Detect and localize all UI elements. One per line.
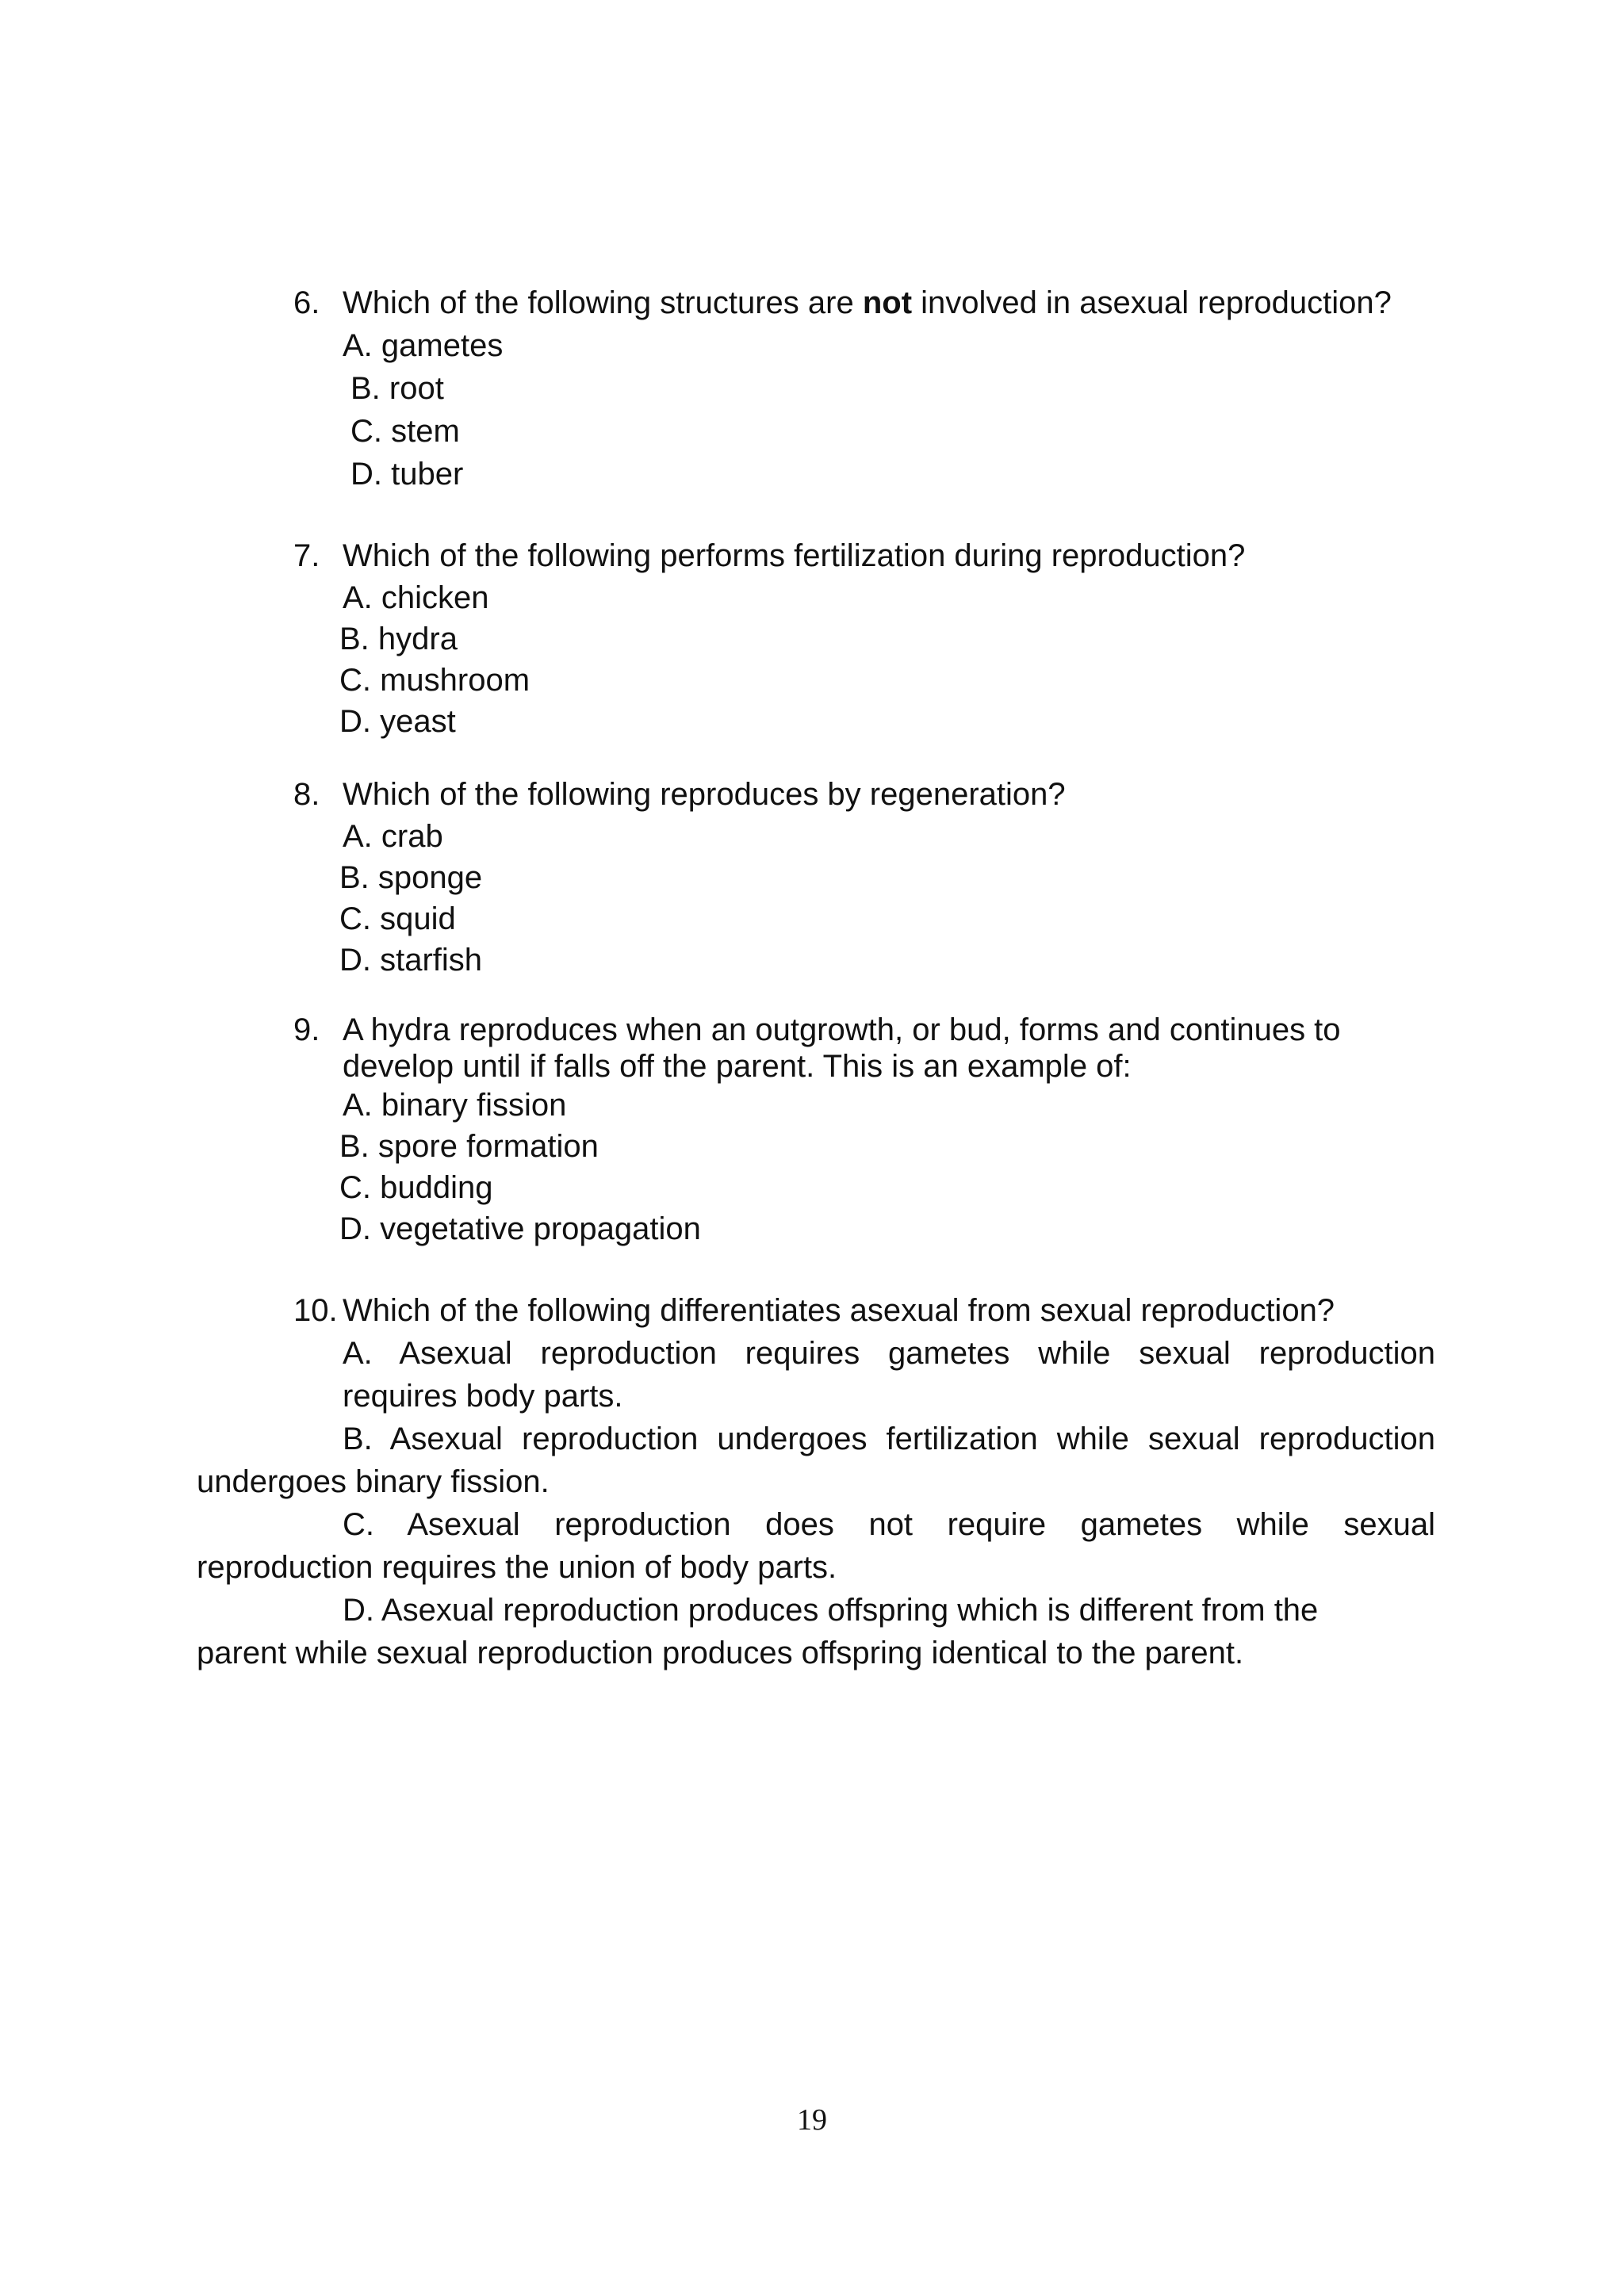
question-stem: 10. Which of the following differentiates asexual from sexual reproduction? — [197, 1289, 1435, 1332]
option-d: D. Asexual reproduction produces offspring which is different from the parent while sexual reproduction produces offspring identical to the parent. — [197, 1593, 1319, 1670]
question-number: 6. — [293, 285, 320, 320]
option-a: A. gametes — [343, 328, 504, 363]
option-b: B. Asexual reproduction undergoes fertilization while sexual reproduction undergoes binary fission. — [197, 1422, 1435, 1499]
option-b: B. root — [350, 371, 444, 406]
option-a: A. chicken — [343, 580, 489, 615]
question-stem: 6. Which of the following structures are not involved in asexual reproduction? — [293, 281, 1435, 324]
question-number: 10. — [293, 1293, 338, 1328]
option-b: B. sponge — [339, 860, 483, 895]
question-10 — [197, 1289, 1435, 1674]
question-number: 7. — [293, 538, 320, 573]
question-number: 8. — [293, 777, 320, 812]
question-number: 9. — [293, 1012, 320, 1047]
question-7 — [293, 534, 1435, 742]
option-d: D. yeast — [339, 704, 456, 739]
question-8 — [293, 773, 1435, 981]
option-c: C. mushroom — [339, 663, 530, 698]
emphasis-text: not — [862, 285, 913, 320]
option-a: A. binary fission — [343, 1088, 567, 1123]
option-c: C. budding — [339, 1170, 493, 1205]
option-b: B. spore formation — [339, 1129, 599, 1164]
question-9 — [293, 1012, 1435, 1249]
page-number: 19 — [797, 2103, 827, 2137]
question-stem: 9. A hydra reproduces when an outgrowth, or bud, forms and continues to develop until if falls off the parent. This is an example of: — [293, 1012, 1341, 1084]
option-c: C. squid — [339, 901, 456, 936]
option-a: A. crab — [343, 819, 443, 854]
option-c: C. Asexual reproduction does not require gametes while sexual reproduction requires the union of body parts. — [197, 1507, 1435, 1585]
option-b: B. hydra — [339, 622, 458, 656]
question-stem: 8. Which of the following reproduces by regeneration? — [293, 773, 1435, 816]
option-d: D. starfish — [339, 943, 483, 978]
option-d: D. vegetative propagation — [339, 1211, 701, 1246]
option-a: A. Asexual reproduction requires gametes while sexual reproduction requires body parts. — [343, 1336, 1435, 1414]
option-c: C. stem — [350, 414, 460, 449]
option-d: D. tuber — [350, 457, 464, 492]
question-stem: 7. Which of the following performs fertilization during reproduction? — [293, 534, 1435, 577]
question-6 — [293, 281, 1435, 496]
